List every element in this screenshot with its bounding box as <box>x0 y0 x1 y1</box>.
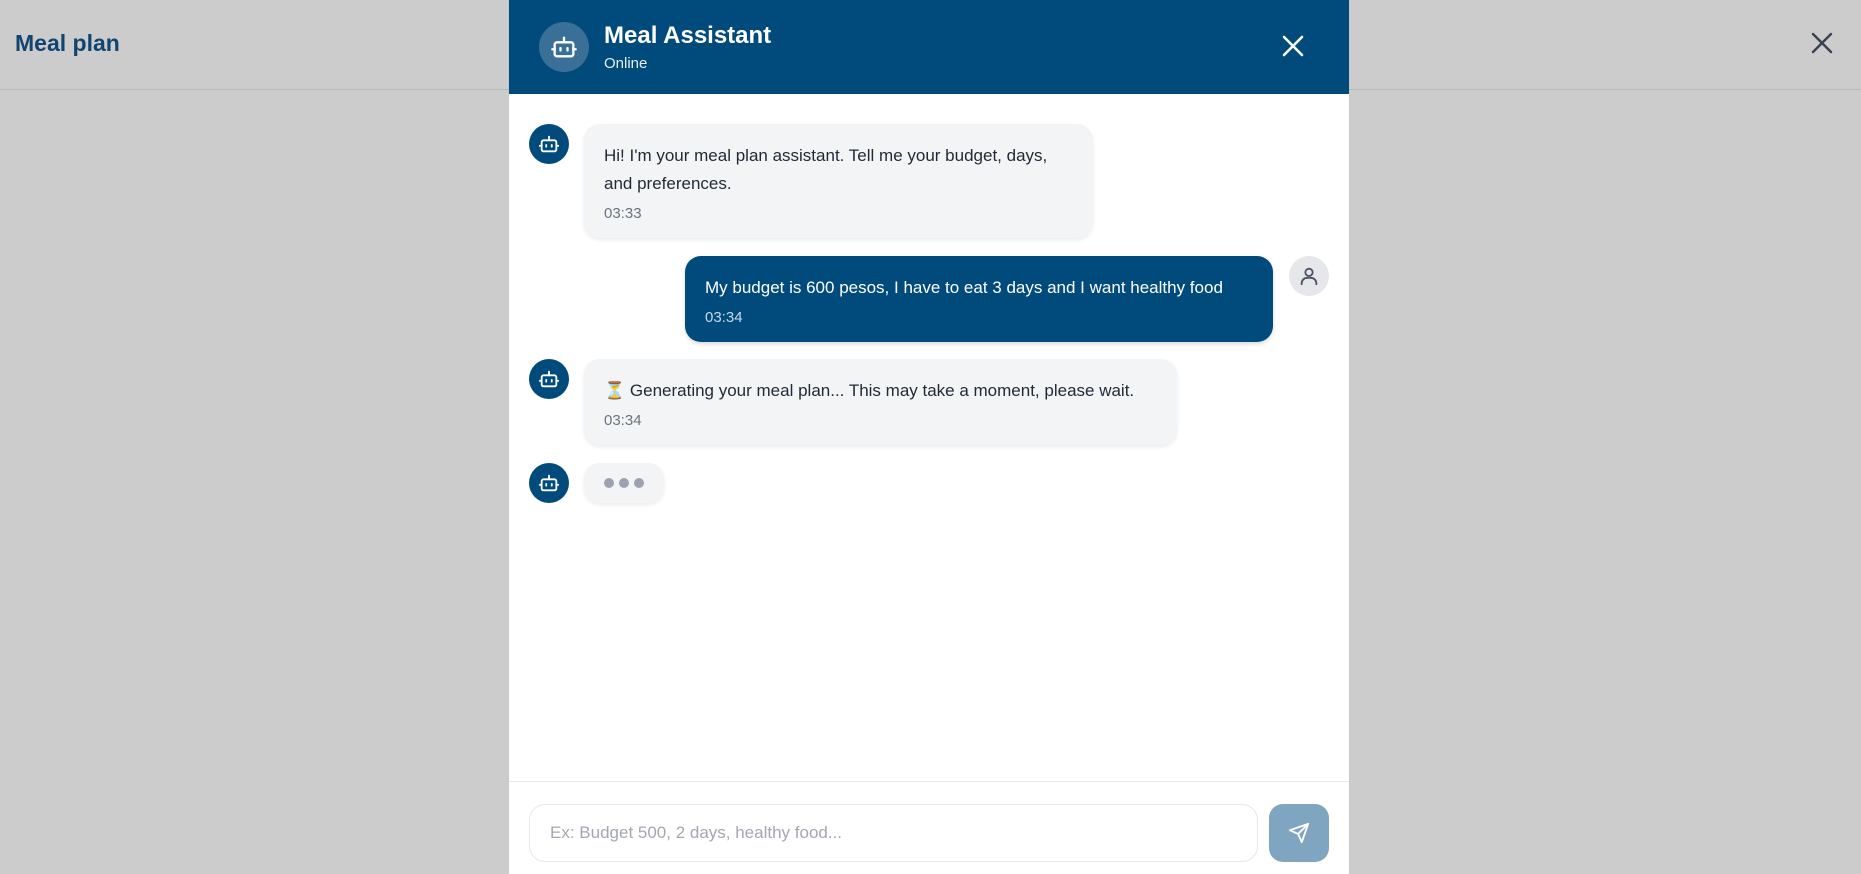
message-time: 03:34 <box>705 309 743 326</box>
message-text: ⏳ Generating your meal plan... This may take a moment, please wait. <box>604 381 1135 400</box>
page-title: Meal plan <box>15 30 120 56</box>
message-bubble-bot <box>584 124 1093 238</box>
send-button[interactable] <box>1269 804 1329 862</box>
message-input[interactable] <box>529 804 1258 862</box>
message-time: 03:34 <box>604 412 642 429</box>
typing-dot <box>634 478 644 488</box>
message-text: My budget is 600 pesos, I have to eat 3 days and I want healthy food <box>705 278 1223 297</box>
message-bubble-bot <box>584 359 1177 445</box>
typing-indicator <box>584 463 664 503</box>
message-time: 03:33 <box>604 205 642 222</box>
send-icon <box>1288 822 1310 844</box>
message-text: Hi! I'm your meal plan assistant. Tell me your budget, days, and preferences. <box>604 146 1048 193</box>
robot-icon <box>529 359 569 399</box>
robot-icon <box>529 463 569 503</box>
chat-status: Online <box>604 55 648 72</box>
chat-input-area <box>509 781 1349 874</box>
robot-icon <box>539 22 589 72</box>
typing-dot <box>604 478 614 488</box>
close-icon[interactable] <box>1809 30 1835 56</box>
typing-dot <box>619 478 629 488</box>
user-icon <box>1289 256 1329 296</box>
chat-header <box>509 0 1349 94</box>
chat-panel <box>509 0 1349 874</box>
close-icon[interactable] <box>1280 33 1306 59</box>
robot-icon <box>529 124 569 164</box>
chat-title: Meal Assistant <box>604 22 772 49</box>
message-bubble-user <box>685 256 1273 342</box>
